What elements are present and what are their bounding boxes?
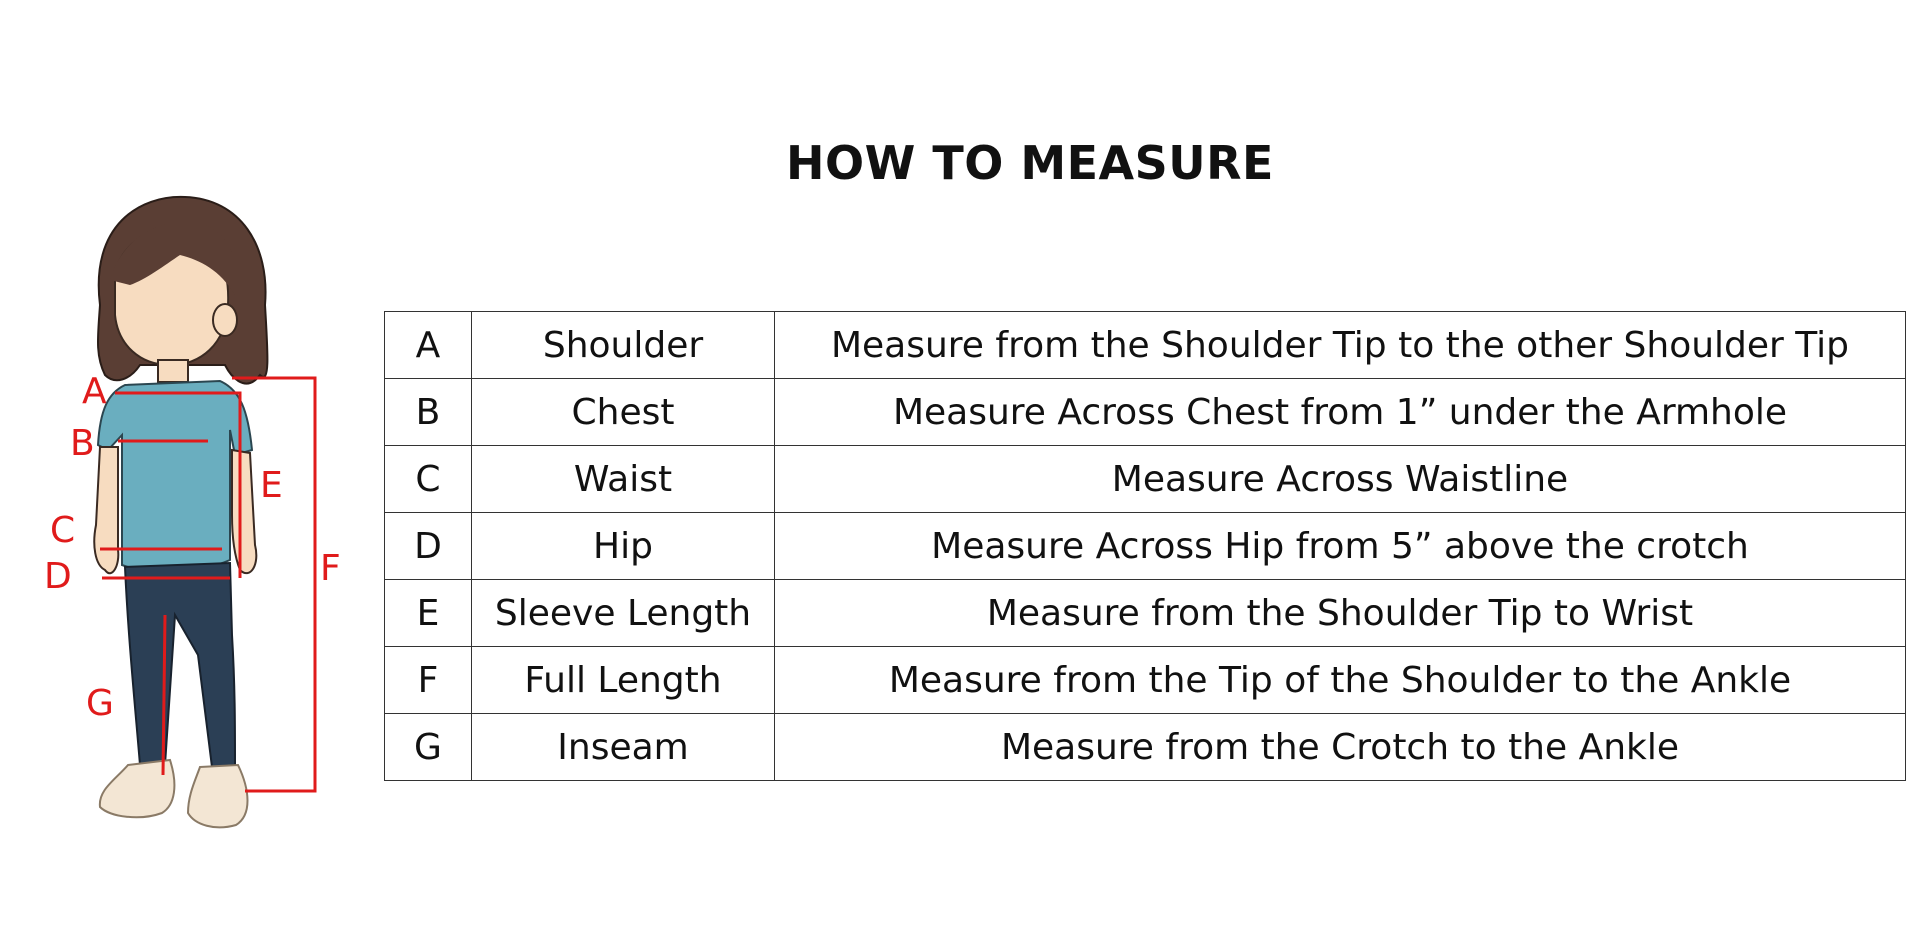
left-arm (94, 447, 118, 573)
label-e: E (260, 465, 283, 506)
table-row (385, 446, 1906, 513)
row-name: Inseam (472, 714, 775, 781)
label-b: B (70, 423, 95, 464)
label-f: F (320, 548, 341, 589)
row-letter: E (385, 580, 472, 647)
row-description: Measure Across Hip from 5” above the crotch (775, 513, 1906, 580)
child-illustration (30, 185, 370, 875)
row-description: Measure from the Crotch to the Ankle (775, 714, 1906, 781)
label-g: G (86, 683, 114, 724)
row-letter: F (385, 647, 472, 714)
table-row (385, 647, 1906, 714)
table-row (385, 379, 1906, 446)
table-row (385, 513, 1906, 580)
row-description: Measure Across Waistline (775, 446, 1906, 513)
row-letter: B (385, 379, 472, 446)
row-description: Measure from the Shoulder Tip to the other Shoulder Tip (775, 312, 1906, 379)
ear (213, 304, 237, 336)
row-name: Sleeve Length (472, 580, 775, 647)
measurement-table (384, 311, 1906, 781)
table-row (385, 580, 1906, 647)
row-name: Full Length (472, 647, 775, 714)
right-arm (232, 450, 256, 573)
row-name: Shoulder (472, 312, 775, 379)
neck (158, 360, 188, 382)
row-letter: D (385, 513, 472, 580)
row-letter: A (385, 312, 472, 379)
table-row (385, 312, 1906, 379)
table-row (385, 714, 1906, 781)
pants (125, 563, 235, 767)
label-a: A (82, 371, 107, 412)
label-d: D (44, 556, 72, 597)
shirt (98, 381, 252, 571)
right-shoe (188, 765, 248, 827)
page-title: HOW TO MEASURE (786, 136, 1274, 190)
row-name: Chest (472, 379, 775, 446)
row-letter: G (385, 714, 472, 781)
row-letter: C (385, 446, 472, 513)
line-g-inseam (163, 615, 165, 775)
row-description: Measure Across Chest from 1” under the Armhole (775, 379, 1906, 446)
row-name: Waist (472, 446, 775, 513)
row-description: Measure from the Shoulder Tip to Wrist (775, 580, 1906, 647)
row-description: Measure from the Tip of the Shoulder to the Ankle (775, 647, 1906, 714)
row-name: Hip (472, 513, 775, 580)
child-measurement-figure (30, 185, 370, 875)
label-c: C (50, 510, 76, 551)
